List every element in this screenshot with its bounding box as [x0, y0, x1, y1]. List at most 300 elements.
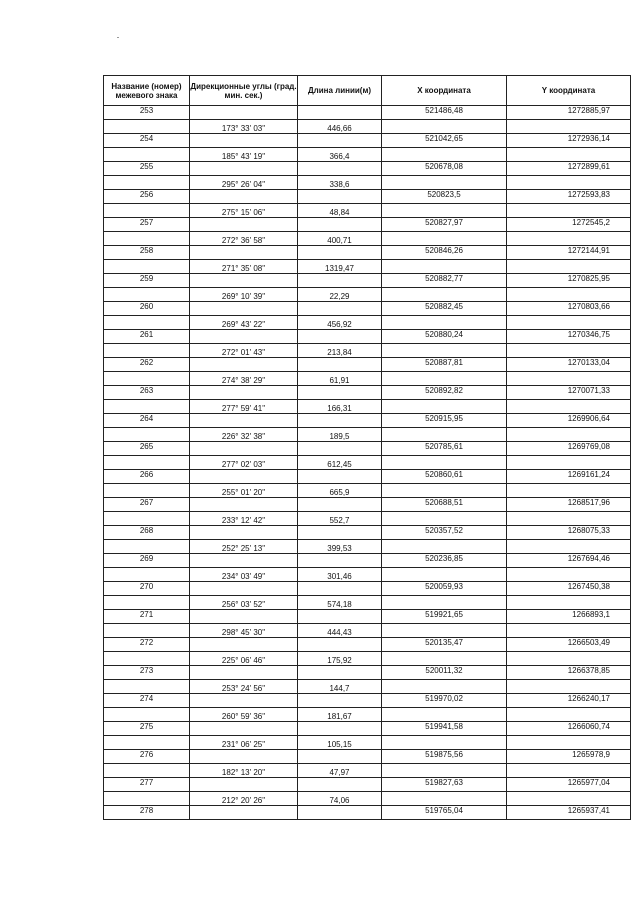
cell-y: 1272899,61	[507, 162, 631, 176]
cell-y	[507, 484, 631, 498]
cell-x	[382, 708, 507, 722]
cell-length	[298, 414, 382, 428]
cell-name: 260	[104, 302, 190, 316]
cell-name: 257	[104, 218, 190, 232]
cell-name	[104, 204, 190, 218]
cell-angle: 253° 24' 56"	[190, 680, 298, 694]
cell-name	[104, 288, 190, 302]
header-y: Y координата	[507, 76, 631, 106]
cell-length	[298, 470, 382, 484]
cell-angle: 231° 06' 25"	[190, 736, 298, 750]
cell-angle	[190, 694, 298, 708]
table-row-line	[104, 372, 631, 386]
cell-length	[298, 134, 382, 148]
cell-length	[298, 386, 382, 400]
cell-y	[507, 568, 631, 582]
cell-y: 1270803,66	[507, 302, 631, 316]
table-row-point	[104, 218, 631, 232]
cell-y: 1270346,75	[507, 330, 631, 344]
cell-y	[507, 708, 631, 722]
table-row-line	[104, 288, 631, 302]
cell-y	[507, 652, 631, 666]
cell-x: 521042,65	[382, 134, 507, 148]
table-row-line	[104, 456, 631, 470]
cell-angle: 256° 03' 52"	[190, 596, 298, 610]
cell-angle: 275° 15' 06"	[190, 204, 298, 218]
table-row-line	[104, 540, 631, 554]
table-body	[104, 106, 631, 820]
table-row-point	[104, 778, 631, 792]
table-row-line	[104, 344, 631, 358]
cell-name: 278	[104, 806, 190, 820]
cell-x: 520357,52	[382, 526, 507, 540]
cell-name: 255	[104, 162, 190, 176]
cell-length	[298, 610, 382, 624]
cell-angle	[190, 162, 298, 176]
header-name: Название (номер) межевого знака	[104, 76, 190, 106]
cell-length: 213,84	[298, 344, 382, 358]
cell-name: 264	[104, 414, 190, 428]
cell-angle: 277° 02' 03"	[190, 456, 298, 470]
cell-x: 520860,61	[382, 470, 507, 484]
cell-x: 520059,93	[382, 582, 507, 596]
cell-angle	[190, 414, 298, 428]
cell-x: 520892,82	[382, 386, 507, 400]
cell-length: 446,66	[298, 120, 382, 134]
cell-y	[507, 204, 631, 218]
table-row-point	[104, 526, 631, 540]
cell-x: 519765,04	[382, 806, 507, 820]
cell-length	[298, 106, 382, 120]
cell-y: 1269769,08	[507, 442, 631, 456]
cell-angle: 182° 13' 20"	[190, 764, 298, 778]
table-row-line	[104, 624, 631, 638]
cell-y: 1272545,2	[507, 218, 631, 232]
cell-length: 181,67	[298, 708, 382, 722]
cell-name: 270	[104, 582, 190, 596]
table-row-line	[104, 512, 631, 526]
cell-x: 519941,58	[382, 722, 507, 736]
cell-angle	[190, 806, 298, 820]
table-row-point	[104, 750, 631, 764]
cell-length: 456,92	[298, 316, 382, 330]
cell-y: 1272885,97	[507, 106, 631, 120]
cell-x: 521486,48	[382, 106, 507, 120]
table-row-point	[104, 638, 631, 652]
cell-angle	[190, 526, 298, 540]
cell-y	[507, 764, 631, 778]
cell-y: 1269906,64	[507, 414, 631, 428]
table-row-line	[104, 596, 631, 610]
cell-length	[298, 498, 382, 512]
cell-angle	[190, 554, 298, 568]
cell-y: 1266378,85	[507, 666, 631, 680]
table-row-point	[104, 246, 631, 260]
cell-length	[298, 638, 382, 652]
cell-x: 519875,56	[382, 750, 507, 764]
cell-length: 1319,47	[298, 260, 382, 274]
cell-angle: 260° 59' 36"	[190, 708, 298, 722]
cell-angle: 269° 43' 22"	[190, 316, 298, 330]
cell-name: 274	[104, 694, 190, 708]
cell-angle: 212° 20' 26"	[190, 792, 298, 806]
table-row-point	[104, 470, 631, 484]
cell-angle	[190, 750, 298, 764]
cell-angle: 233° 12' 42"	[190, 512, 298, 526]
cell-name	[104, 540, 190, 554]
cell-name	[104, 316, 190, 330]
cell-x: 520882,77	[382, 274, 507, 288]
cell-x	[382, 736, 507, 750]
cell-y	[507, 148, 631, 162]
cell-x	[382, 120, 507, 134]
cell-y: 1269161,24	[507, 470, 631, 484]
table-row-line	[104, 204, 631, 218]
cell-y	[507, 736, 631, 750]
cell-length	[298, 554, 382, 568]
cell-angle: 226° 32' 38"	[190, 428, 298, 442]
cell-length	[298, 218, 382, 232]
cell-name	[104, 232, 190, 246]
cell-y: 1267450,38	[507, 582, 631, 596]
table-row-point	[104, 442, 631, 456]
cell-x	[382, 680, 507, 694]
cell-y	[507, 428, 631, 442]
cell-name	[104, 792, 190, 806]
cell-x	[382, 428, 507, 442]
table-row-point	[104, 302, 631, 316]
cell-angle: 274° 38' 29"	[190, 372, 298, 386]
cell-length: 574,18	[298, 596, 382, 610]
cell-length: 105,15	[298, 736, 382, 750]
cell-name: 277	[104, 778, 190, 792]
cell-y: 1270825,95	[507, 274, 631, 288]
cell-angle: 272° 36' 58"	[190, 232, 298, 246]
cell-angle: 255° 01' 20"	[190, 484, 298, 498]
cell-length	[298, 302, 382, 316]
cell-name: 261	[104, 330, 190, 344]
header-length: Длина линии(м)	[298, 76, 382, 106]
cell-name: 272	[104, 638, 190, 652]
cell-x	[382, 204, 507, 218]
table-row-line	[104, 652, 631, 666]
cell-y: 1272936,14	[507, 134, 631, 148]
cell-length: 144,7	[298, 680, 382, 694]
cell-name	[104, 652, 190, 666]
cell-x	[382, 792, 507, 806]
cell-y	[507, 596, 631, 610]
cell-x	[382, 624, 507, 638]
cell-length	[298, 246, 382, 260]
cell-name	[104, 624, 190, 638]
table-row-point	[104, 666, 631, 680]
cell-angle	[190, 582, 298, 596]
table-row-point	[104, 582, 631, 596]
cell-x	[382, 176, 507, 190]
cell-y: 1272593,83	[507, 190, 631, 204]
cell-angle: 277° 59' 41"	[190, 400, 298, 414]
cell-angle	[190, 190, 298, 204]
cell-length: 166,31	[298, 400, 382, 414]
table-row-line	[104, 232, 631, 246]
cell-length	[298, 274, 382, 288]
cell-y	[507, 176, 631, 190]
cell-x	[382, 260, 507, 274]
cell-name	[104, 148, 190, 162]
cell-angle: 295° 26' 04"	[190, 176, 298, 190]
cell-name: 258	[104, 246, 190, 260]
cell-x	[382, 400, 507, 414]
cell-y: 1266060,74	[507, 722, 631, 736]
cell-length: 444,43	[298, 624, 382, 638]
cell-x	[382, 512, 507, 526]
table-row-line	[104, 792, 631, 806]
table-row-point	[104, 330, 631, 344]
cell-length: 189,5	[298, 428, 382, 442]
cell-y	[507, 344, 631, 358]
cell-length	[298, 582, 382, 596]
table-row-point	[104, 806, 631, 820]
cell-name	[104, 344, 190, 358]
cell-y: 1272144,91	[507, 246, 631, 260]
cell-angle	[190, 358, 298, 372]
cell-angle: 225° 06' 46"	[190, 652, 298, 666]
cell-name: 262	[104, 358, 190, 372]
cell-name	[104, 120, 190, 134]
cell-x: 519970,02	[382, 694, 507, 708]
cell-length	[298, 442, 382, 456]
cell-x: 520678,08	[382, 162, 507, 176]
cell-x	[382, 372, 507, 386]
cell-x	[382, 344, 507, 358]
cell-angle: 252° 25' 13"	[190, 540, 298, 554]
cell-angle: 185° 43' 19"	[190, 148, 298, 162]
cell-name	[104, 372, 190, 386]
cell-y: 1265937,41	[507, 806, 631, 820]
cell-name: 254	[104, 134, 190, 148]
table-row-point	[104, 358, 631, 372]
cell-length: 74,06	[298, 792, 382, 806]
cell-length	[298, 806, 382, 820]
cell-x: 520011,32	[382, 666, 507, 680]
cell-y	[507, 260, 631, 274]
cell-x	[382, 540, 507, 554]
cell-name: 266	[104, 470, 190, 484]
cell-x: 520887,81	[382, 358, 507, 372]
cell-x	[382, 316, 507, 330]
cell-angle: 173° 33' 03"	[190, 120, 298, 134]
cell-length	[298, 666, 382, 680]
table-row-line	[104, 120, 631, 134]
table-row-point	[104, 554, 631, 568]
cell-name	[104, 568, 190, 582]
cell-length: 612,45	[298, 456, 382, 470]
cell-angle	[190, 246, 298, 260]
cell-x	[382, 568, 507, 582]
cell-x: 520236,85	[382, 554, 507, 568]
cell-name: 276	[104, 750, 190, 764]
cell-name	[104, 764, 190, 778]
cell-length: 338,6	[298, 176, 382, 190]
boundary-coordinates-table	[103, 75, 631, 820]
cell-name: 259	[104, 274, 190, 288]
cell-name	[104, 400, 190, 414]
cell-name	[104, 708, 190, 722]
cell-x: 519827,63	[382, 778, 507, 792]
table-row-line	[104, 148, 631, 162]
cell-y: 1267694,46	[507, 554, 631, 568]
cell-length	[298, 750, 382, 764]
cell-x	[382, 652, 507, 666]
cell-y	[507, 288, 631, 302]
table-row-line	[104, 708, 631, 722]
cell-x	[382, 596, 507, 610]
cell-name	[104, 680, 190, 694]
cell-name: 256	[104, 190, 190, 204]
header-row	[104, 76, 631, 106]
table-row-point	[104, 386, 631, 400]
cell-name	[104, 484, 190, 498]
cell-angle: 298° 45' 30"	[190, 624, 298, 638]
cell-angle	[190, 442, 298, 456]
table-row-point	[104, 190, 631, 204]
cell-x	[382, 456, 507, 470]
cell-angle	[190, 106, 298, 120]
cell-name	[104, 596, 190, 610]
cell-angle: 234° 03' 49"	[190, 568, 298, 582]
table-row-line	[104, 400, 631, 414]
cell-angle	[190, 722, 298, 736]
cell-x	[382, 232, 507, 246]
cell-y: 1266893,1	[507, 610, 631, 624]
cell-y: 1270133,04	[507, 358, 631, 372]
cell-angle	[190, 302, 298, 316]
table-row-point	[104, 162, 631, 176]
cell-angle	[190, 610, 298, 624]
cell-length: 400,71	[298, 232, 382, 246]
table-row-point	[104, 722, 631, 736]
table-row-point	[104, 134, 631, 148]
cell-x: 520688,51	[382, 498, 507, 512]
table-row-line	[104, 176, 631, 190]
header-angle: Дирекционные углы (град. мин. сек.)	[190, 76, 298, 106]
cell-x: 520846,26	[382, 246, 507, 260]
cell-length: 301,46	[298, 568, 382, 582]
cell-angle	[190, 778, 298, 792]
cell-length	[298, 358, 382, 372]
cell-x: 520915,95	[382, 414, 507, 428]
table-row-point	[104, 498, 631, 512]
cell-x: 520823,5	[382, 190, 507, 204]
header-x: X координата	[382, 76, 507, 106]
cell-length: 61,91	[298, 372, 382, 386]
cell-x	[382, 484, 507, 498]
cell-angle: 271° 35' 08"	[190, 260, 298, 274]
cell-name	[104, 456, 190, 470]
table-row-line	[104, 568, 631, 582]
cell-length	[298, 694, 382, 708]
cell-angle	[190, 330, 298, 344]
cell-y: 1266240,17	[507, 694, 631, 708]
table-row-line	[104, 764, 631, 778]
cell-x: 520135,47	[382, 638, 507, 652]
cell-name: 275	[104, 722, 190, 736]
cell-name	[104, 512, 190, 526]
cell-name	[104, 260, 190, 274]
cell-name: 253	[104, 106, 190, 120]
cell-y	[507, 540, 631, 554]
cell-y	[507, 232, 631, 246]
cell-length: 552,7	[298, 512, 382, 526]
table-row-line	[104, 260, 631, 274]
cell-angle	[190, 638, 298, 652]
cell-length: 47,97	[298, 764, 382, 778]
scan-speck	[117, 37, 119, 38]
cell-length	[298, 162, 382, 176]
cell-y: 1268517,96	[507, 498, 631, 512]
cell-length	[298, 330, 382, 344]
cell-y	[507, 372, 631, 386]
cell-y: 1270071,33	[507, 386, 631, 400]
cell-y	[507, 316, 631, 330]
table-row-point	[104, 610, 631, 624]
cell-angle	[190, 134, 298, 148]
cell-x: 519921,65	[382, 610, 507, 624]
cell-name	[104, 176, 190, 190]
cell-name: 263	[104, 386, 190, 400]
cell-angle	[190, 218, 298, 232]
table-row-line	[104, 484, 631, 498]
cell-length: 48,84	[298, 204, 382, 218]
table-row-point	[104, 414, 631, 428]
cell-y	[507, 400, 631, 414]
cell-length: 366,4	[298, 148, 382, 162]
cell-x	[382, 288, 507, 302]
cell-name: 267	[104, 498, 190, 512]
cell-y: 1266503,49	[507, 638, 631, 652]
cell-length: 665,9	[298, 484, 382, 498]
cell-name: 265	[104, 442, 190, 456]
table-row-point	[104, 106, 631, 120]
cell-angle	[190, 274, 298, 288]
cell-y	[507, 792, 631, 806]
cell-x	[382, 764, 507, 778]
cell-y	[507, 456, 631, 470]
table-row-line	[104, 736, 631, 750]
table-header	[104, 76, 631, 106]
cell-angle: 272° 01' 43"	[190, 344, 298, 358]
table-row-line	[104, 316, 631, 330]
table-row-point	[104, 694, 631, 708]
cell-length	[298, 722, 382, 736]
cell-x: 520785,61	[382, 442, 507, 456]
cell-y: 1268075,33	[507, 526, 631, 540]
cell-x: 520827,97	[382, 218, 507, 232]
cell-name: 273	[104, 666, 190, 680]
cell-y: 1265977,04	[507, 778, 631, 792]
table-row-point	[104, 274, 631, 288]
cell-name	[104, 736, 190, 750]
cell-angle: 269° 10' 39"	[190, 288, 298, 302]
cell-name: 268	[104, 526, 190, 540]
cell-length	[298, 526, 382, 540]
cell-y: 1265978,9	[507, 750, 631, 764]
cell-name: 269	[104, 554, 190, 568]
cell-angle	[190, 666, 298, 680]
cell-name: 271	[104, 610, 190, 624]
cell-x	[382, 148, 507, 162]
cell-name	[104, 428, 190, 442]
